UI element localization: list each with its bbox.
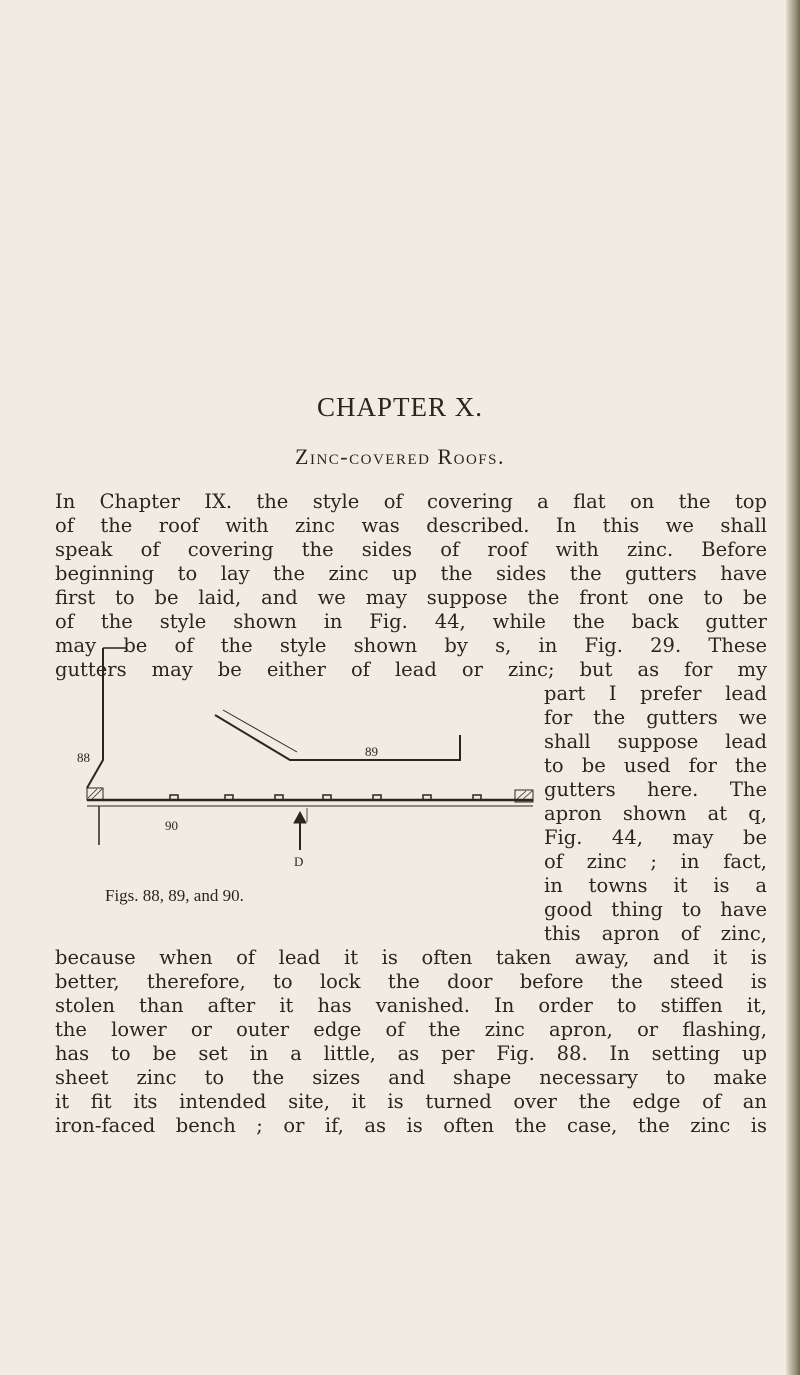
fig89-label: 89: [365, 744, 378, 759]
fig90-label: 90: [165, 818, 178, 833]
chapter-heading: CHAPTER X.: [316, 392, 483, 422]
figure-88-89-90: [75, 640, 545, 880]
body-line: may be of the style shown by s, in Fig. 29. These: [55, 634, 767, 657]
figure-caption: Figs. 88, 89, and 90.: [105, 886, 244, 905]
d-label: D: [294, 854, 304, 869]
body-line: speak of covering the sides of roof with zinc. Before: [55, 538, 767, 561]
wrap-line: for the gutters we: [544, 706, 767, 729]
body-line: better, therefore, to lock the door before the steed is: [55, 970, 767, 993]
body-line: In Chapter IX. the style of covering a flat on the top: [55, 490, 767, 513]
wrap-line: to be used for the: [544, 754, 767, 777]
wrap-line: good thing to have: [544, 898, 767, 921]
body-line: the lower or outer edge of the zinc apron, or flashing,: [55, 1018, 767, 1041]
body-line: first to be laid, and we may suppose the front one to be: [55, 586, 767, 609]
page-edge: [786, 0, 800, 1375]
wrap-line: this apron of zinc,: [544, 922, 767, 945]
body-line: has to be set in a little, as per Fig. 88. In setting up: [55, 1042, 767, 1065]
body-line: stolen than after it has vanished. In order to stiffen it,: [55, 994, 767, 1017]
body-line: because when of lead it is often taken away, and it is: [55, 946, 767, 969]
wrap-line: part I prefer lead: [544, 682, 767, 705]
body-line: it fit its intended site, it is turned over the edge of an: [55, 1090, 767, 1113]
fig88-outline: [87, 648, 103, 788]
wrap-line: in towns it is a: [544, 874, 767, 897]
wrap-line: apron shown at q,: [544, 802, 767, 825]
body-line: sheet zinc to the sizes and shape necessary to make: [55, 1066, 767, 1089]
body-line: of the style shown in Fig. 44, while the back gutter: [55, 610, 767, 633]
section-title: Zinc-covered Roofs.: [295, 444, 505, 469]
wrap-line: gutters here. The: [544, 778, 767, 801]
fig88-label: 88: [77, 750, 90, 765]
fig89-outline: [215, 715, 460, 760]
wrap-line: shall suppose lead: [544, 730, 767, 753]
body-line: of the roof with zinc was described. In this we shall: [55, 514, 767, 537]
wrap-line: Fig. 44, may be: [544, 826, 767, 849]
wrap-line: of zinc ; in fact,: [544, 850, 767, 873]
body-line: iron-faced bench ; or if, as is often the case, the zinc is: [55, 1114, 767, 1137]
body-line: gutters may be either of lead or zinc; but as for my: [55, 658, 767, 681]
body-line: beginning to lay the zinc up the sides the gutters have: [55, 562, 767, 585]
